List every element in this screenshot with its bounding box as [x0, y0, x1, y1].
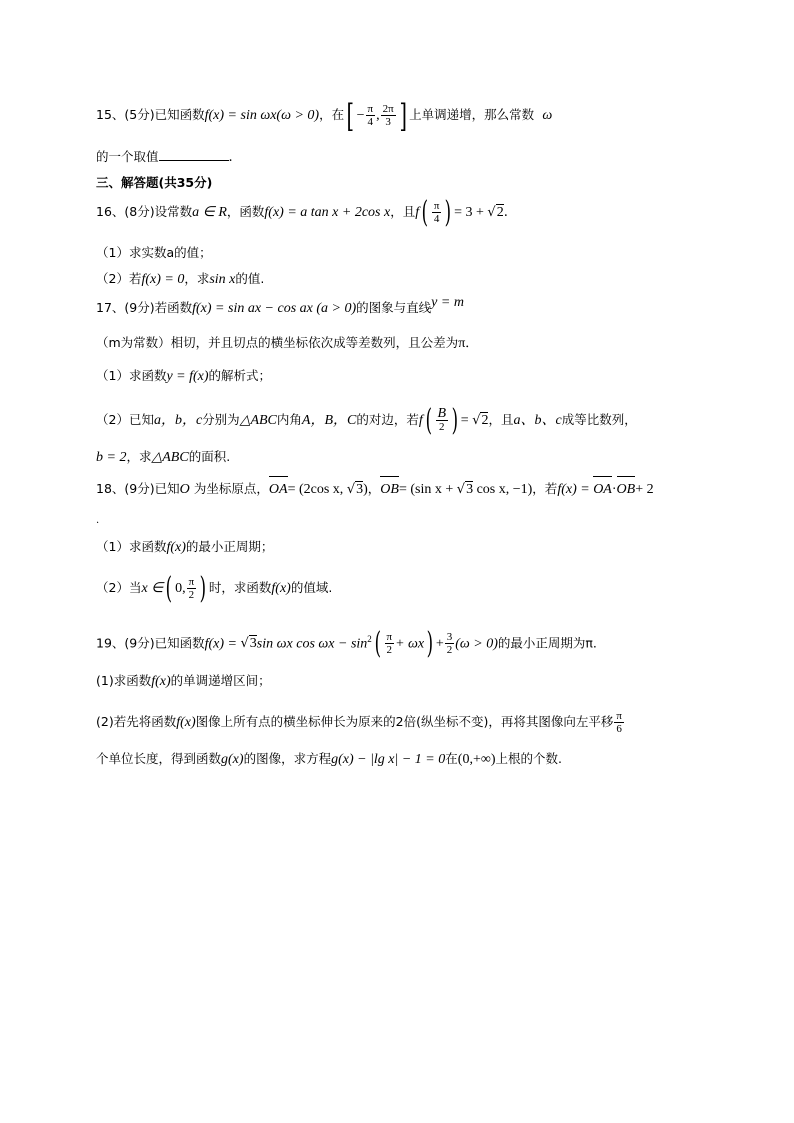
q18-origin: O — [179, 482, 190, 497]
q18-part1: （1）求函数f(x)的最小正周期； — [96, 539, 274, 555]
q15-frac-b: $\frac{2\pi}{3}$ — [382, 103, 394, 128]
q17-sqrt: √2 — [472, 413, 489, 428]
q18-part2: （2）当x ∈( 0, $\frac{\pi}{2}$ ) 时，求函数f(x)的值域. — [96, 570, 333, 606]
q16-p2-eq: f(x) = 0 — [141, 272, 185, 287]
q16-and: ，且 — [390, 204, 416, 219]
answer-blank[interactable] — [159, 146, 229, 161]
q19-part1: (1)求函数f(x)的单调递增区间； — [96, 673, 271, 689]
q16-p2-sin: sin x — [209, 272, 236, 287]
q19-part2-line2: 个单位长度，得到函数g(x)的图像，求方程g(x) − |lg x| − 1 = 0在(0,+∞)上根的个数. — [96, 751, 562, 767]
q15-omega: ω — [542, 108, 553, 123]
question-17 — [96, 297, 464, 320]
q18-frac: $\frac{\pi}{2}$ — [188, 576, 195, 601]
q15-lead: 15、(5分)已知函数 — [96, 107, 205, 122]
q16-part2: （2）若f(x) = 0，求sin x的值. — [96, 271, 265, 287]
question-15: 15、(5分)已知函数f(x) = sin ωx(ω > 0)，在[ − $\frac{\pi}{4}$ , $\frac{2\pi}{3}$ ] 上单调递增，那么常数 ω — [96, 96, 553, 135]
q15-minus: − — [356, 108, 365, 123]
question-19: 19、(9分)已知函数f(x) = √3sin ωx $\cos \omega x - \sin^2$( $\frac{\pi}{2}$ + ωx) + $\frac{3}{2}$ (ω > 0)的最小正周期为π. — [96, 625, 597, 661]
q16-sqrt: √2 — [487, 205, 504, 220]
question-16: 16、(8分)设常数a ∈ R，函数f(x) = a tan x + 2cos x，且f( $\frac{\pi}{4}$ ) = 3 + √2. — [96, 194, 508, 230]
q15-bracket-left: [ — [346, 96, 355, 135]
q19-frac-arg: $\frac{\pi}{2}$ — [386, 631, 393, 657]
q16-eq: = 3 + — [454, 205, 488, 220]
q16-function: f(x) = a tan x + 2cos x — [264, 205, 391, 220]
q17-pi: π — [458, 336, 466, 351]
section-title: 三、解答题(共35分) — [96, 175, 213, 190]
question-18: 18、(9分)已知O 为坐标原点，OA= (2cos x, √3)，OB= (sin x + √3 cos x, −1)，若f(x) = OA·OB+ 2 — [96, 478, 654, 501]
q16-f: f — [415, 205, 420, 220]
q17-part2: （2）已知a，b，c分别为△ABC内角A，B，C的对边，若f( $\frac{B}{2}$ ) = √2，且a、b、c成等比数列， — [96, 402, 637, 438]
q17-line2: （m为常数）相切，并且切点的横坐标依次成等差数列，且公差为π． — [96, 335, 479, 351]
q15-frac-a: $\frac{\pi}{4}$ — [367, 103, 374, 128]
q19-frac-shift: $\frac{\pi}{6}$ — [616, 710, 622, 735]
q17-p1-eq: y = f(x) — [166, 369, 209, 384]
q16-condition: a ∈ R — [192, 205, 227, 220]
q18-lead: 18、(9分)已知 — [96, 481, 180, 496]
q16-frac: $\frac{\pi}{4}$ — [433, 200, 440, 225]
q19-part2: (2)若先将函数f(x)图像上所有点的横坐标伸长为原来的2倍(纵坐标不变)，再将其图像向左平移 $\frac{\pi}{6}$ — [96, 710, 622, 735]
q15-bracket-right: ] — [399, 96, 407, 135]
q15-function: f(x) = sin ωx(ω > 0) — [204, 108, 320, 123]
q19-frac-const: $\frac{3}{2}$ — [446, 631, 453, 657]
question-15-line2: 的一个取值 . — [96, 146, 233, 169]
q15-tail: 上单调递增，那么常数 — [409, 107, 535, 122]
q16-part1: （1）求实数a的值； — [96, 245, 212, 260]
q16-text: ，函数 — [226, 204, 265, 219]
q17-part2-line2: b = 2，求△ABC的面积. — [96, 449, 231, 465]
q16-lead: 16、(8分)设常数 — [96, 204, 193, 219]
q17-part1: （1）求函数y = f(x)的解析式； — [96, 368, 272, 384]
q17-frac: $\frac{B}{2}$ — [437, 406, 447, 433]
q18-vector-oa: OA — [269, 479, 288, 501]
q17-text: 的图象与直线 — [356, 300, 432, 315]
q17-function: f(x) = sin ax − cos ax (a > 0) — [192, 301, 357, 316]
q18-dot-line: . — [96, 515, 100, 526]
q19-lead: 19、(9分)已知函数 — [96, 635, 205, 651]
q15-line2: 的一个取值 — [96, 149, 159, 164]
q15-text: ，在 — [319, 107, 345, 122]
q18-vector-ob: OB — [380, 479, 399, 501]
q17-lead: 17、(9分)若函数 — [96, 300, 193, 315]
q17-line: y = m — [431, 295, 464, 310]
